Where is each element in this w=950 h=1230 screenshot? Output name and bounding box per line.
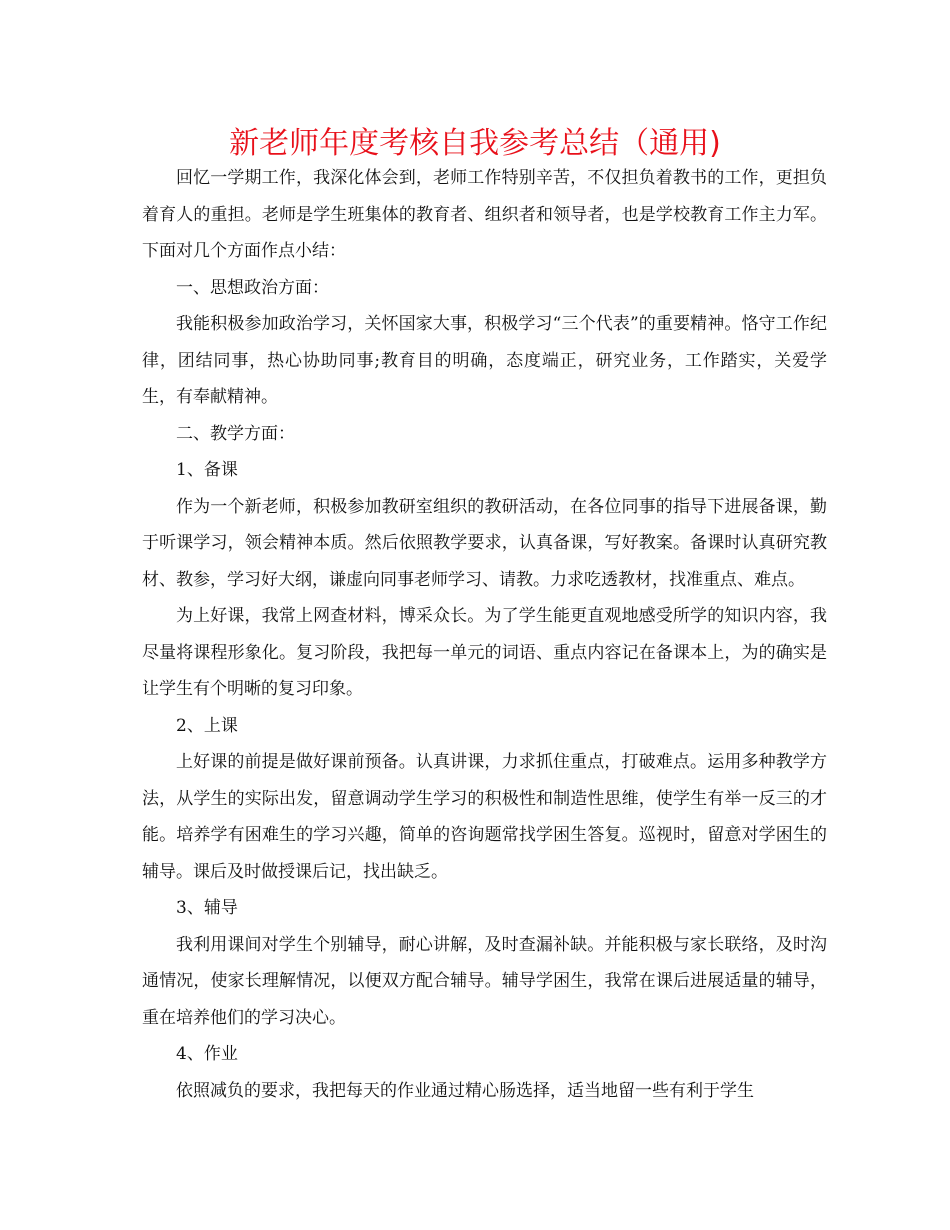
paragraph-tutoring: 我利用课间对学生个别辅导，耐心讲解，及时查漏补缺。并能积极与家长联络，及时沟通情况，使家长理解情况，以便双方配合辅导。辅导学困生，我常在课后进展适量的辅导，重在培养他们的学习决心。 [142, 934, 827, 1028]
subheading-lesson-prep: 1、备课 [176, 460, 238, 480]
paragraph-homework: 依照减负的要求，我把每天的作业通过精心肠选择，适当地留一些有利于学生 [176, 1080, 754, 1101]
subheading-homework: 4、作业 [176, 1044, 238, 1064]
paragraph-lesson-prep: 作为一个新老师，积极参加教研室组织的教研活动，在各位同事的指导下进展备课，勤于听课学习，领会精神本质。然后依照教学要求，认真备课，写好教案。备课时认真研究教材、教参，学习好大纲，谦虚向同事老师学习、请教。力求吃透教材，找准重点、难点。 [142, 496, 827, 590]
document-title: 新老师年度考核自我参考总结（通用) [229, 126, 721, 161]
paragraph-lesson-prep-2: 为上好课，我常上网查材料，博采众长。为了学生能更直观地感受所学的知识内容，我尽量将课程形象化。复习阶段，我把每一单元的词语、重点内容记在备课本上，为的确实是让学生有个明晰的复习印象。 [142, 606, 827, 699]
paragraph-politics: 我能积极参加政治学习，关怀国家大事，积极学习“三个代表”的重要精神。恪守工作纪律，团结同事，热心协助同事;教育目的明确，态度端正，研究业务，工作踏实，关爱学生，有奉献精神。 [142, 314, 827, 407]
paragraph-class: 上好课的前提是做好课前预备。认真讲课，力求抓住重点，打破难点。运用多种教学方法，从学生的实际出发，留意调动学生学习的积极性和制造性思维，使学生有举一反三的才能。培养学有困难生的学习兴趣，简单的咨询题常找学困生答复。巡视时，留意对学困生的辅导。课后及时做授课后记，找出缺乏。 [142, 752, 827, 882]
section-heading-teaching: 二、教学方面： [176, 423, 295, 444]
subheading-tutoring: 3、辅导 [176, 898, 238, 918]
document-body [142, 160, 827, 1109]
subheading-class: 2、上课 [176, 715, 238, 736]
paragraph-intro: 回忆一学期工作，我深化体会到，老师工作特别辛苦，不仅担负着教书的工作，更担负着育人的重担。老师是学生班集体的教育者、组织者和领导者，也是学校教育工作主力军。下面对几个方面作点小结： [142, 168, 827, 261]
section-heading-politics: 一、思想政治方面： [176, 277, 329, 298]
